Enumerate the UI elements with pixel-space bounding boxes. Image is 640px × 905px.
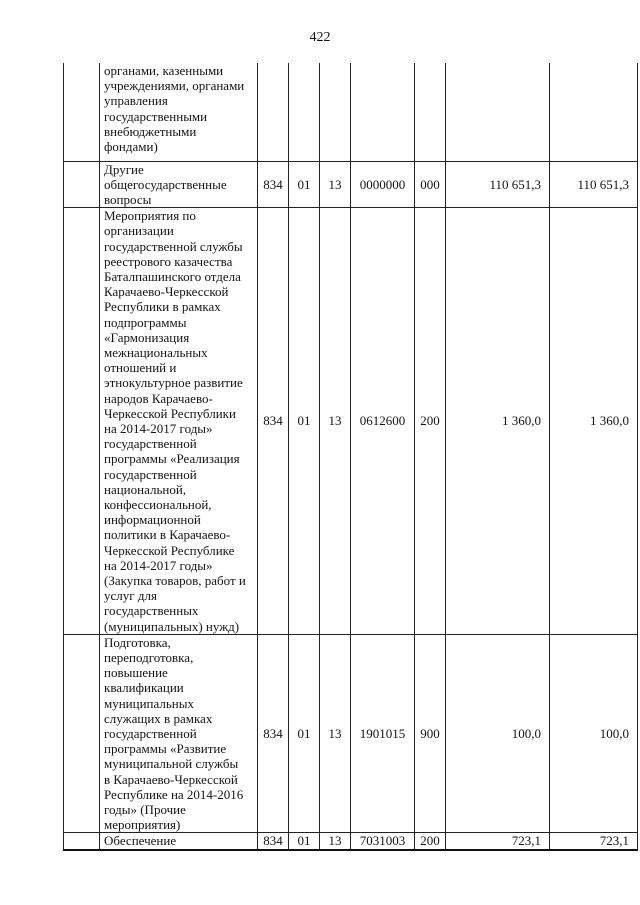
amount-cell-2: 1 360,0 xyxy=(550,208,638,635)
table-body xyxy=(64,63,638,850)
section-cell: 01 xyxy=(289,634,320,833)
amount-cell: 723,1 xyxy=(446,833,550,850)
subsection-cell: 13 xyxy=(320,833,351,850)
name-line: общегосударственные xyxy=(104,176,227,192)
section-cell: 01 xyxy=(289,161,320,208)
name-line: фондами) xyxy=(104,139,158,155)
target-article-cell: 7031003 xyxy=(351,833,415,850)
number-cell xyxy=(64,161,100,208)
ved-cell: 834 xyxy=(258,161,289,208)
target-article-cell xyxy=(351,63,415,161)
ved-cell: 834 xyxy=(258,833,289,850)
name-line: Республики в рамках xyxy=(104,299,221,315)
page-number: 422 xyxy=(309,30,331,45)
name-line: подпрограммы xyxy=(104,314,187,330)
name-line: программы «Реализация xyxy=(104,451,240,467)
name-cell xyxy=(100,833,258,850)
name-line: учреждениями, органами xyxy=(104,78,245,94)
name-line: организации xyxy=(104,223,174,239)
amount-cell-2: 100,0 xyxy=(550,634,638,833)
name-line: народов Карачаево- xyxy=(104,390,213,406)
name-line: Подготовка, xyxy=(104,634,171,650)
name-line: государственной службы xyxy=(104,238,243,254)
name-cell xyxy=(100,63,258,161)
name-line: служащих в рамках xyxy=(104,710,213,726)
amount-cell: 110 651,3 xyxy=(446,161,550,208)
name-line: отношений и xyxy=(104,360,177,376)
name-line: (муниципальных) нужд) xyxy=(104,618,240,634)
name-line: муниципальной службы xyxy=(104,756,239,772)
name-line: политики в Карачаево- xyxy=(104,527,231,543)
subsection-cell xyxy=(320,63,351,161)
name-line: конфессиональной, xyxy=(104,496,212,512)
expense-type-cell: 200 xyxy=(415,833,446,850)
name-line: внебюджетными xyxy=(104,123,197,139)
table-row xyxy=(64,208,638,635)
name-line: государственных xyxy=(104,603,199,619)
name-line: муниципальных xyxy=(104,695,195,711)
ved-cell xyxy=(258,63,289,161)
name-line: Черкесской Республики xyxy=(104,405,236,421)
name-line: переподготовка, xyxy=(104,650,194,665)
name-line: (Закупка товаров, работ и xyxy=(104,572,246,588)
name-line: национальной, xyxy=(104,481,187,497)
amount-cell xyxy=(446,63,550,161)
expense-type-cell: 000 xyxy=(415,161,446,208)
name-line: Черкесской Республике xyxy=(104,542,235,558)
table-row xyxy=(64,63,638,161)
name-line: Обеспечение xyxy=(104,833,177,849)
name-line: государственной xyxy=(104,726,197,742)
name-line: вопросы xyxy=(104,191,152,207)
number-cell xyxy=(64,208,100,635)
name-line: реестрового казачества xyxy=(104,253,233,269)
name-line: Мероприятия по xyxy=(104,208,196,224)
name-line: Другие xyxy=(104,161,144,177)
name-line: «Гармонизация xyxy=(104,329,190,345)
name-cell xyxy=(100,634,258,833)
ved-cell: 834 xyxy=(258,634,289,833)
ved-cell: 834 xyxy=(258,208,289,635)
expense-type-cell: 200 xyxy=(415,208,446,635)
name-line: мероприятия) xyxy=(104,817,181,833)
section-cell xyxy=(289,63,320,161)
name-line: Баталпашинского отдела xyxy=(104,268,241,284)
table-row xyxy=(64,161,638,208)
name-cell xyxy=(100,208,258,635)
number-cell xyxy=(64,63,100,161)
name-line: повышение xyxy=(104,665,168,681)
name-line: программы «Развитие xyxy=(104,741,227,757)
section-cell: 01 xyxy=(289,208,320,635)
name-line: квалификации xyxy=(104,680,184,696)
name-line: услуг для xyxy=(104,588,157,604)
name-line: на 2014-2017 годы» xyxy=(104,420,213,436)
name-line: этнокультурное развитие xyxy=(104,375,243,391)
name-line: государственными xyxy=(104,108,208,124)
target-article-cell: 1901015 xyxy=(351,634,415,833)
name-line: годы» (Прочие xyxy=(104,802,186,818)
amount-cell-2: 110 651,3 xyxy=(550,161,638,208)
name-line: Карачаево-Черкесской xyxy=(104,284,229,300)
name-line: межнациональных xyxy=(104,344,208,360)
name-line: информационной xyxy=(104,512,201,528)
expense-type-cell xyxy=(415,63,446,161)
name-line: государственной xyxy=(104,466,197,482)
target-article-cell: 0000000 xyxy=(351,161,415,208)
expense-type-cell: 900 xyxy=(415,634,446,833)
amount-cell-2: 723,1 xyxy=(550,833,638,850)
table-row xyxy=(64,833,638,850)
target-article-cell: 0612600 xyxy=(351,208,415,635)
table-row xyxy=(64,634,638,833)
name-line: органами, казенными xyxy=(104,63,224,78)
subsection-cell: 13 xyxy=(320,208,351,635)
section-cell: 01 xyxy=(289,833,320,850)
number-cell xyxy=(64,634,100,833)
amount-cell-2 xyxy=(550,63,638,161)
name-line: государственной xyxy=(104,436,197,452)
amount-cell: 100,0 xyxy=(446,634,550,833)
name-line: на 2014-2017 годы» xyxy=(104,557,213,573)
subsection-cell: 13 xyxy=(320,634,351,833)
number-cell xyxy=(64,833,100,850)
name-line: Республике на 2014-2016 xyxy=(104,786,244,802)
amount-cell: 1 360,0 xyxy=(446,208,550,635)
name-line: в Карачаево-Черкесской xyxy=(104,771,238,787)
subsection-cell: 13 xyxy=(320,161,351,208)
budget-table xyxy=(63,63,638,851)
name-cell xyxy=(100,161,258,208)
name-line: управления xyxy=(104,93,168,109)
